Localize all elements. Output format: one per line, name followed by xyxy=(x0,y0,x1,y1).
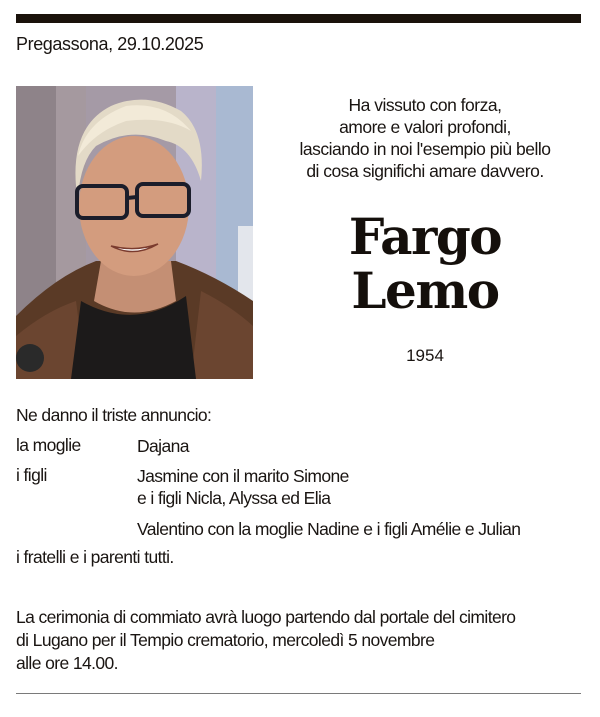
announcement-intro: Ne danno il triste annuncio: xyxy=(16,405,212,425)
relative-names xyxy=(137,518,520,540)
relative-name: Jasmine con il marito Simone xyxy=(137,466,349,486)
relation-label: la moglie xyxy=(16,435,81,455)
relative-row-child-2 xyxy=(0,518,600,542)
relative-row-children xyxy=(0,465,600,513)
quote-line: lasciando in noi l'esempio più bello xyxy=(299,139,551,159)
announcement-closing: i fratelli e i parenti tutti. xyxy=(16,547,174,567)
memorial-quote xyxy=(290,94,560,182)
last-name: Lemo xyxy=(351,261,499,320)
quote-line: Ha vissuto con forza, xyxy=(348,95,502,115)
ceremony-line: di Lugano per il Tempio crematorio, mercoledì 5 novembre xyxy=(16,630,435,650)
quote-line: di cosa significhi amare davvero. xyxy=(306,161,544,181)
relative-names xyxy=(137,435,189,457)
ceremony-line: La cerimonia di commiato avrà luogo partendo dal portale del cimitero xyxy=(16,607,516,627)
quote-line: amore e valori profondi, xyxy=(339,117,511,137)
relative-name: e i figli Nicla, Alyssa ed Elia xyxy=(137,488,331,508)
first-name: Fargo xyxy=(348,207,502,266)
place-date: Pregassona, 29.10.2025 xyxy=(16,34,204,54)
relative-names xyxy=(137,465,349,509)
ceremony-line: alle ore 14.00. xyxy=(16,653,118,673)
top-rule xyxy=(16,14,581,23)
deceased-name xyxy=(300,207,550,320)
relative-name: Valentino con la moglie Nadine e i figli Amélie e Julian xyxy=(137,519,521,539)
bottom-rule xyxy=(16,693,581,694)
portrait-image xyxy=(16,86,253,379)
relative-row-wife xyxy=(0,435,600,459)
birth-year: 1954 xyxy=(406,346,444,365)
relation-label: i figli xyxy=(16,465,47,485)
ceremony-info xyxy=(16,606,596,675)
portrait-photo xyxy=(16,86,253,379)
relative-name: Dajana xyxy=(137,436,189,456)
